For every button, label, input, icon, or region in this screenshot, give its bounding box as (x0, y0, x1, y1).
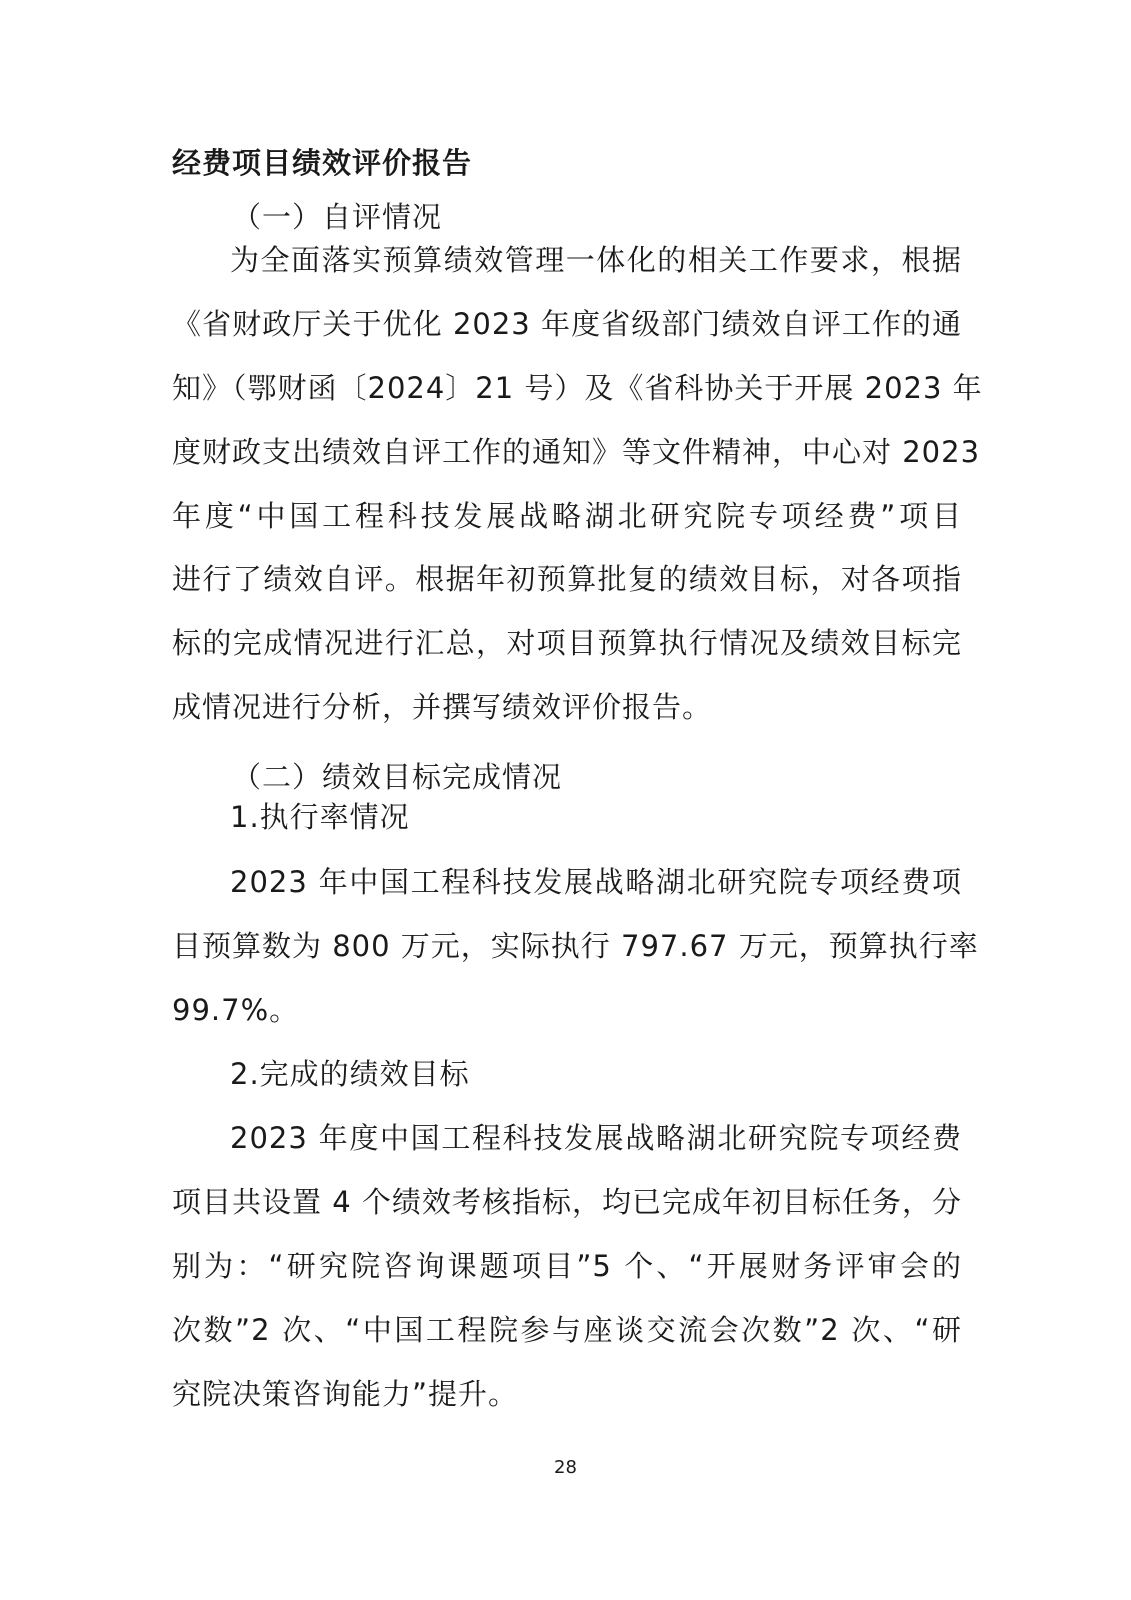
paragraph-line: 标的完成情况进行汇总，对项目预算执行情况及绩效目标完 (172, 626, 962, 660)
section-2-heading: （二）绩效目标完成情况 (232, 760, 563, 794)
paragraph-line: 2023 年中国工程科技发展战略湖北研究院专项经费项 (230, 865, 962, 899)
paragraph-line: 项目共设置 4 个绩效考核指标，均已完成年初目标任务，分 (172, 1185, 962, 1219)
paragraph-line: 《省财政厅关于优化 2023 年度省级部门绩效自评工作的通 (172, 307, 962, 341)
paragraph-line: 次数”2 次、“中国工程院参与座谈交流会次数”2 次、“研 (172, 1313, 962, 1347)
report-title: 经费项目绩效评价报告 (172, 146, 473, 180)
paragraph-line: 目预算数为 800 万元，实际执行 797.67 万元，预算执行率 (172, 929, 979, 963)
paragraph-line: 究院决策咨询能力”提升。 (172, 1377, 519, 1411)
paragraph-line: 99.7%。 (172, 993, 300, 1027)
paragraph-line: 年度“中国工程科技发展战略湖北研究院专项经费”项目 (172, 499, 962, 533)
paragraph-line: 度财政支出绩效自评工作的通知》等文件精神，中心对 2023 (172, 435, 981, 469)
paragraph-line: 为全面落实预算绩效管理一体化的相关工作要求，根据 (230, 243, 962, 277)
paragraph-line: 2023 年度中国工程科技发展战略湖北研究院专项经费 (230, 1121, 962, 1155)
paragraph-line: 别为：“研究院咨询课题项目”5 个、“开展财务评审会的 (172, 1249, 962, 1283)
paragraph-line: 知》（鄂财函〔2024〕21 号）及《省科协关于开展 2023 年 (172, 371, 983, 405)
subsection-2-heading: 2.完成的绩效目标 (230, 1057, 470, 1091)
section-1-heading: （一）自评情况 (232, 200, 443, 234)
subsection-1-heading: 1.执行率情况 (230, 800, 410, 834)
paragraph-line: 进行了绩效自评。根据年初预算批复的绩效目标，对各项指 (172, 562, 962, 596)
paragraph-line: 成情况进行分析，并撰写绩效评价报告。 (172, 690, 713, 724)
page-number: 28 (554, 1457, 577, 1478)
